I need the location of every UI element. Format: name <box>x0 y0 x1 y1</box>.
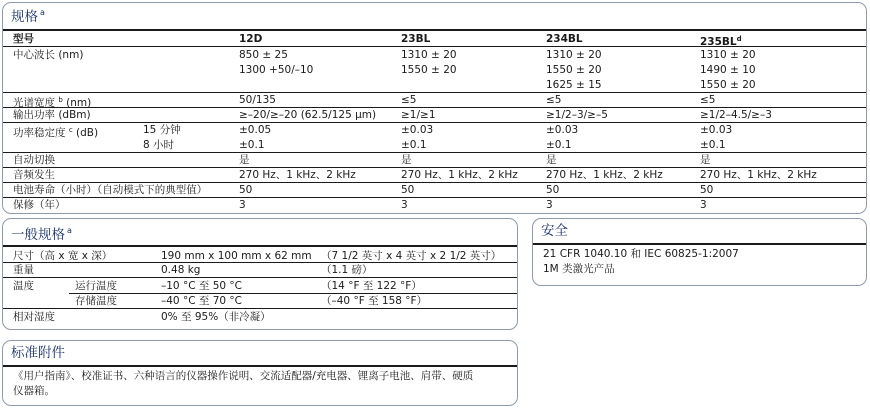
wavelength-23bl-2: 1550 ± 20 <box>401 64 457 76</box>
wavelength-23bl-1: 1310 ± 20 <box>401 49 457 61</box>
auto-switch-235bl: 是 <box>700 154 711 166</box>
weight-metric: 0.48 kg <box>161 264 201 276</box>
stability-12d-2: ±0.1 <box>239 139 265 151</box>
stability-8h-label: 8 小时 <box>143 139 175 151</box>
accessories-line-1: 《用户指南》、校准证书、六种语言的仪器操作说明、交流适配器/充电器、锂离子电池、肩带、硬质 <box>13 370 474 382</box>
model-234bl: 234BL <box>546 33 583 45</box>
storage-temp-metric: –40 °C 至 70 °C <box>161 295 242 307</box>
stability-23bl-2: ±0.1 <box>401 139 427 151</box>
auto-switch-label: 自动切换 <box>13 154 55 166</box>
storage-temp-label: 存储温度 <box>75 295 117 307</box>
tone-row <box>3 167 866 182</box>
accessories-title: 标准附件 <box>11 345 65 361</box>
general-specs-panel <box>2 218 518 330</box>
model-12d: 12D <box>239 33 263 45</box>
storage-temp-divider <box>69 293 517 294</box>
humidity-row <box>3 308 517 325</box>
battery-row <box>3 182 866 197</box>
accessories-panel <box>2 340 518 406</box>
stability-235bl-2: ±0.1 <box>700 139 726 151</box>
warranty-23bl: 3 <box>401 199 408 211</box>
auto-switch-234bl: 是 <box>546 154 557 166</box>
safety-body <box>533 243 866 283</box>
specs-header-row <box>3 29 866 46</box>
tone-235bl: 270 Hz、1 kHz、2 kHz <box>700 169 817 181</box>
wavelength-row <box>3 46 866 92</box>
wavelength-234bl-3: 1625 ± 15 <box>546 79 602 91</box>
weight-imperial: （1.1 磅） <box>321 264 373 276</box>
tone-label: 音频发生 <box>13 169 55 181</box>
stability-row <box>3 122 866 152</box>
wavelength-12d-1: 850 ± 25 <box>239 49 288 61</box>
output-power-12d: ≥–20/≥–20 (62.5/125 µm) <box>239 109 377 121</box>
tone-23bl: 270 Hz、1 kHz、2 kHz <box>401 169 518 181</box>
warranty-234bl: 3 <box>546 199 553 211</box>
wavelength-235bl-2: 1490 ± 10 <box>700 64 756 76</box>
safety-panel <box>532 218 867 286</box>
model-label: 型号 <box>13 33 34 45</box>
warranty-12d: 3 <box>239 199 246 211</box>
accessories-body <box>3 365 517 405</box>
safety-title: 安全 <box>541 223 568 239</box>
tone-12d: 270 Hz、1 kHz、2 kHz <box>239 169 356 181</box>
size-imperial: （7 1/2 英寸 x 4 英寸 x 2 1/2 英寸） <box>321 250 502 262</box>
operating-temp-label: 运行温度 <box>75 280 117 292</box>
warranty-label: 保修（年） <box>13 199 66 211</box>
output-power-23bl: ≥1/≥1 <box>401 109 436 121</box>
stability-235bl-1: ±0.03 <box>700 124 733 136</box>
spectral-width-235bl: ≤5 <box>700 94 716 106</box>
stability-15min-label: 15 分钟 <box>143 124 181 136</box>
spectral-width-23bl: ≤5 <box>401 94 417 106</box>
size-metric: 190 mm x 100 mm x 62 mm <box>161 250 312 262</box>
general-specs-title: 一般规格 $^a$ <box>11 226 72 243</box>
spectral-width-234bl: ≤5 <box>546 94 562 106</box>
battery-234bl: 50 <box>546 184 560 196</box>
size-label: 尺寸（高 x 宽 x 深） <box>13 250 113 262</box>
stability-23bl-1: ±0.03 <box>401 124 434 136</box>
storage-temp-imperial: （–40 °F 至 158 °F） <box>321 295 428 307</box>
specs-panel <box>2 2 867 214</box>
battery-12d: 50 <box>239 184 253 196</box>
auto-switch-23bl: 是 <box>401 154 412 166</box>
humidity-value: 0% 至 95%（非冷凝） <box>161 311 271 323</box>
temperature-label: 温度 <box>13 280 34 292</box>
warranty-235bl: 3 <box>700 199 707 211</box>
wavelength-235bl-1: 1310 ± 20 <box>700 49 756 61</box>
spectral-width-label: 光谱宽度 $^b$ (nm) <box>13 96 92 109</box>
tone-234bl: 270 Hz、1 kHz、2 kHz <box>546 169 663 181</box>
model-235bl: $235BL^d$ <box>700 35 742 48</box>
wavelength-label: 中心波长 (nm) <box>13 49 84 61</box>
auto-switch-12d: 是 <box>239 154 250 166</box>
spectral-width-12d: 50/135 <box>239 94 276 106</box>
output-power-label: 输出功率 (dBm) <box>13 109 91 121</box>
safety-line-2: 1M 类激光产品 <box>543 263 615 275</box>
accessories-line-2: 仪器箱。 <box>13 385 55 397</box>
model-23bl: 23BL <box>401 33 431 45</box>
stability-12d-1: ±0.05 <box>239 124 272 136</box>
operating-temp-imperial: （14 °F 至 122 °F） <box>321 280 422 292</box>
stability-label: 功率稳定度 $^c$ (dB) <box>13 126 99 139</box>
battery-23bl: 50 <box>401 184 415 196</box>
stability-234bl-2: ±0.1 <box>546 139 572 151</box>
safety-line-1: 21 CFR 1040.10 和 IEC 60825-1:2007 <box>543 248 739 260</box>
weight-row <box>3 262 517 277</box>
specs-title: 规格 $^a$ <box>11 8 45 25</box>
battery-235bl: 50 <box>700 184 714 196</box>
output-power-234bl: ≥1/2–3/≥–5 <box>546 109 608 121</box>
battery-label: 电池寿命（小时）（自动模式下的典型值） <box>13 184 208 196</box>
wavelength-234bl-2: 1550 ± 20 <box>546 64 602 76</box>
output-power-235bl: ≥1/2–4.5/≥–3 <box>700 109 772 121</box>
size-row <box>3 245 517 262</box>
warranty-row <box>3 197 866 212</box>
output-power-row <box>3 107 866 122</box>
wavelength-234bl-1: 1310 ± 20 <box>546 49 602 61</box>
auto-switch-row <box>3 152 866 167</box>
wavelength-12d-2: 1300 +50/–10 <box>239 64 314 76</box>
stability-234bl-1: ±0.03 <box>546 124 579 136</box>
wavelength-235bl-3: 1550 ± 20 <box>700 79 756 91</box>
weight-label: 重量 <box>13 264 34 276</box>
spectral-width-row <box>3 92 866 107</box>
humidity-label: 相对湿度 <box>13 311 55 323</box>
operating-temp-metric: –10 °C 至 50 °C <box>161 280 242 292</box>
